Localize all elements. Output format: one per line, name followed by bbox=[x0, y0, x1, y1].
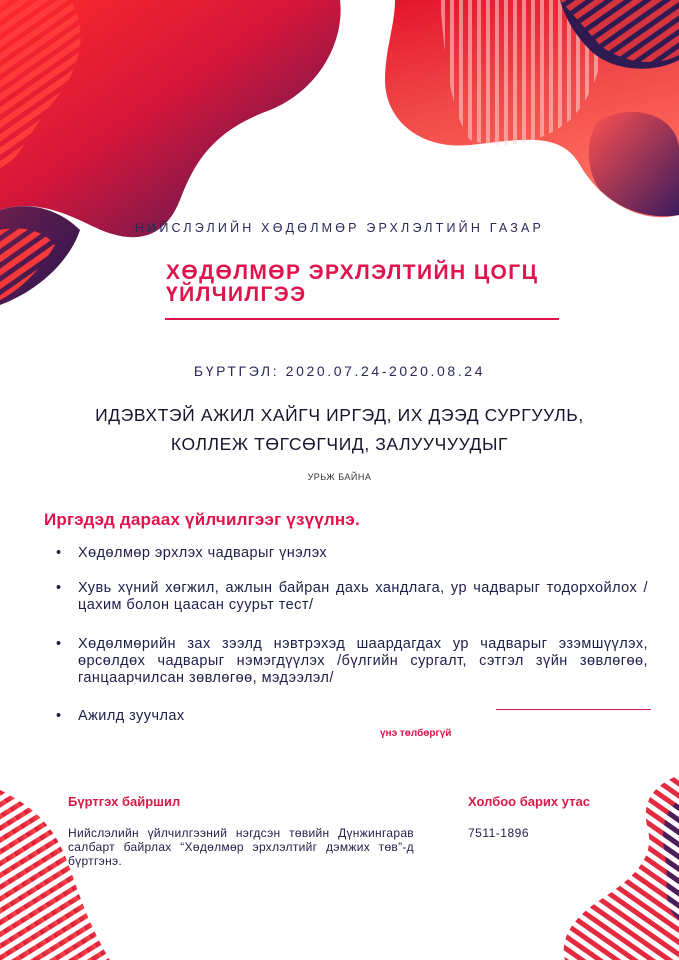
free-note-divider bbox=[496, 709, 651, 710]
registration-dates: БҮРТГЭЛ: 2020.07.24-2020.08.24 bbox=[193, 363, 486, 379]
welcome-text: УРЬЖ БАЙНА bbox=[307, 472, 372, 482]
invitation-text bbox=[0, 401, 679, 459]
invitation-line-1: ИДЭВХТЭЙ АЖИЛ ХАЙГЧ ИРГЭД, ИХ ДЭЭД СУРГУУЛЬ, bbox=[95, 405, 584, 425]
services-heading: Иргэдэд дараах үйлчилгээг үзүүлнэ. bbox=[44, 510, 360, 529]
invitation-line-2: КОЛЛЕЖ ТӨГСӨГЧИД, ЗАЛУУЧУУДЫГ bbox=[170, 434, 509, 454]
list-item: • Хөдөлмөрийн зах зээлд нэвтрэхэд шаардагдах ур чадварыг эзэмшүүлэх, өрсөлдөх чадварыг нэмэгдүүлэх /бүлгийн сургалт, сэтгэл зүйн зөвлөгөө, ганцаарчилсан зөвлөгөө, мэдээлэл/ bbox=[56, 636, 648, 687]
contact-heading: Холбоо барих утас bbox=[468, 794, 590, 809]
list-item: • Ажилд зуучлах bbox=[56, 708, 648, 725]
services-list bbox=[56, 545, 648, 725]
contact-phone: 7511-1896 bbox=[468, 826, 529, 840]
organization-name: НИЙСЛЭЛИЙН ХӨДӨЛМӨР ЭРХЛЭЛТИЙН ГАЗАР bbox=[134, 221, 545, 235]
free-note: үнэ төлбөргүй bbox=[380, 728, 452, 739]
location-heading: Бүртгэх байршил bbox=[68, 794, 181, 809]
poster-title: ХӨДӨЛМӨР ЭРХЛЭЛТИЙН ЦОГЦ ҮЙЛЧИЛГЭЭ bbox=[166, 261, 539, 306]
title-divider bbox=[165, 318, 559, 320]
location-text: Нийслэлийн үйлчилгээний нэгдсэн төвийн Дүнжингарав салбарт байрлах “Хөдөлмөр эрхлэлтийг дэмжих төв”-д бүртгэнэ. bbox=[68, 826, 414, 868]
list-item: • Хувь хүний хөгжил, ажлын байран дахь хандлага, ур чадварыг тодорхойлох /цахим болон цаасан суурьт тест/ bbox=[56, 580, 648, 614]
list-item: • Хөдөлмөр эрхлэх чадварыг үнэлэх bbox=[56, 545, 648, 562]
